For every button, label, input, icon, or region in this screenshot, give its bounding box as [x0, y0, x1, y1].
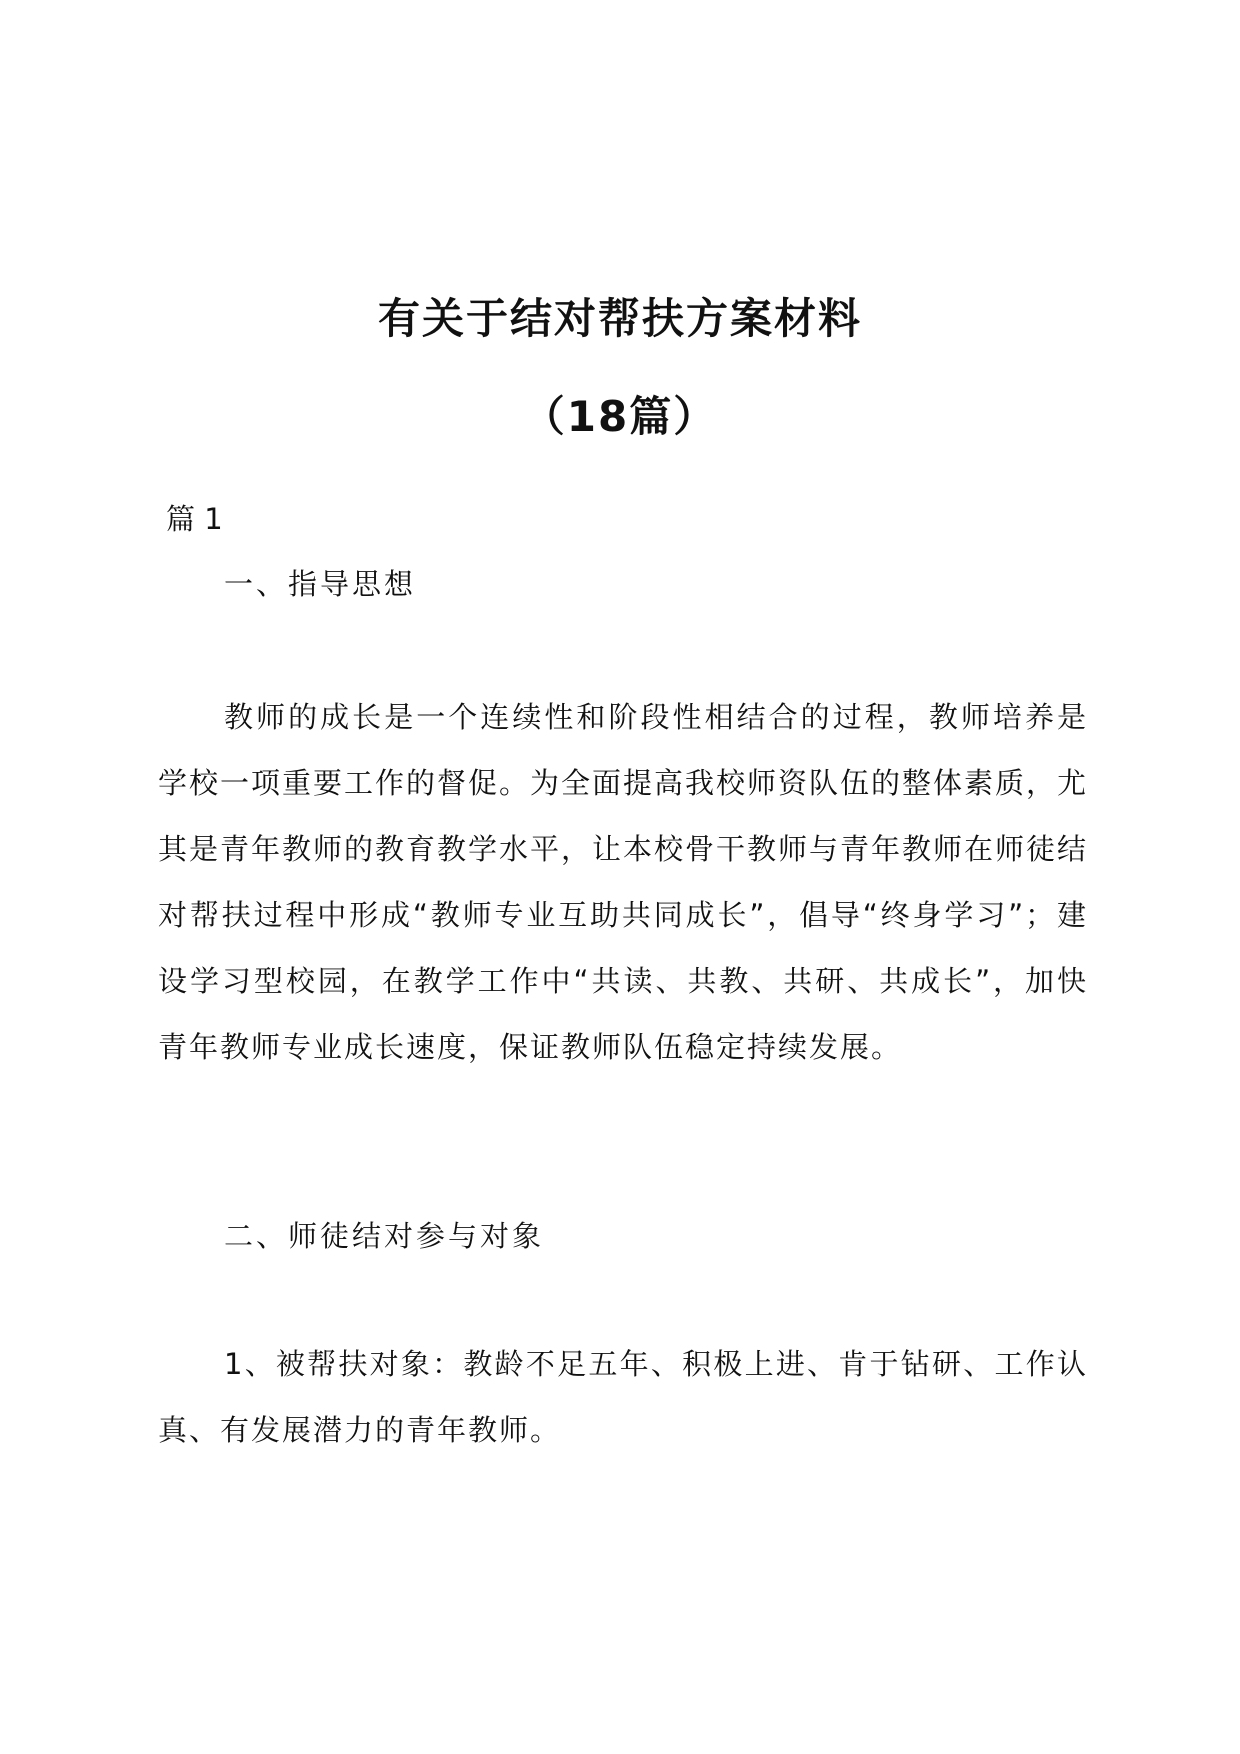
- heading-guiding-ideology: 一、指导思想: [224, 567, 417, 601]
- section-label: 篇 1: [166, 502, 223, 536]
- heading-participants: 二、师徒结对参与对象: [224, 1219, 545, 1253]
- document-subtitle: （18篇）: [522, 392, 718, 441]
- paragraph-participants: 1、被帮扶对象：教龄不足五年、积极上进、肯于钻研、工作认真、有发展潜力的青年教师。: [158, 1347, 1088, 1447]
- paragraph-guiding-ideology: 教师的成长是一个连续性和阶段性相结合的过程，教师培养是学校一项重要工作的督促。为全面提高我校师资队伍的整体素质，尤其是青年教师的教育教学水平，让本校骨干教师与青年教师在师徒结对帮扶过程中形成“教师专业互助共同成长”，倡导“终身学习”；建设学习型校园，在教学工作中“共读、共教、共研、共成长”，加快青年教师专业成长速度，保证教师队伍稳定持续发展。: [158, 700, 1089, 1064]
- document-title: 有关于结对帮扶方案材料: [377, 294, 862, 343]
